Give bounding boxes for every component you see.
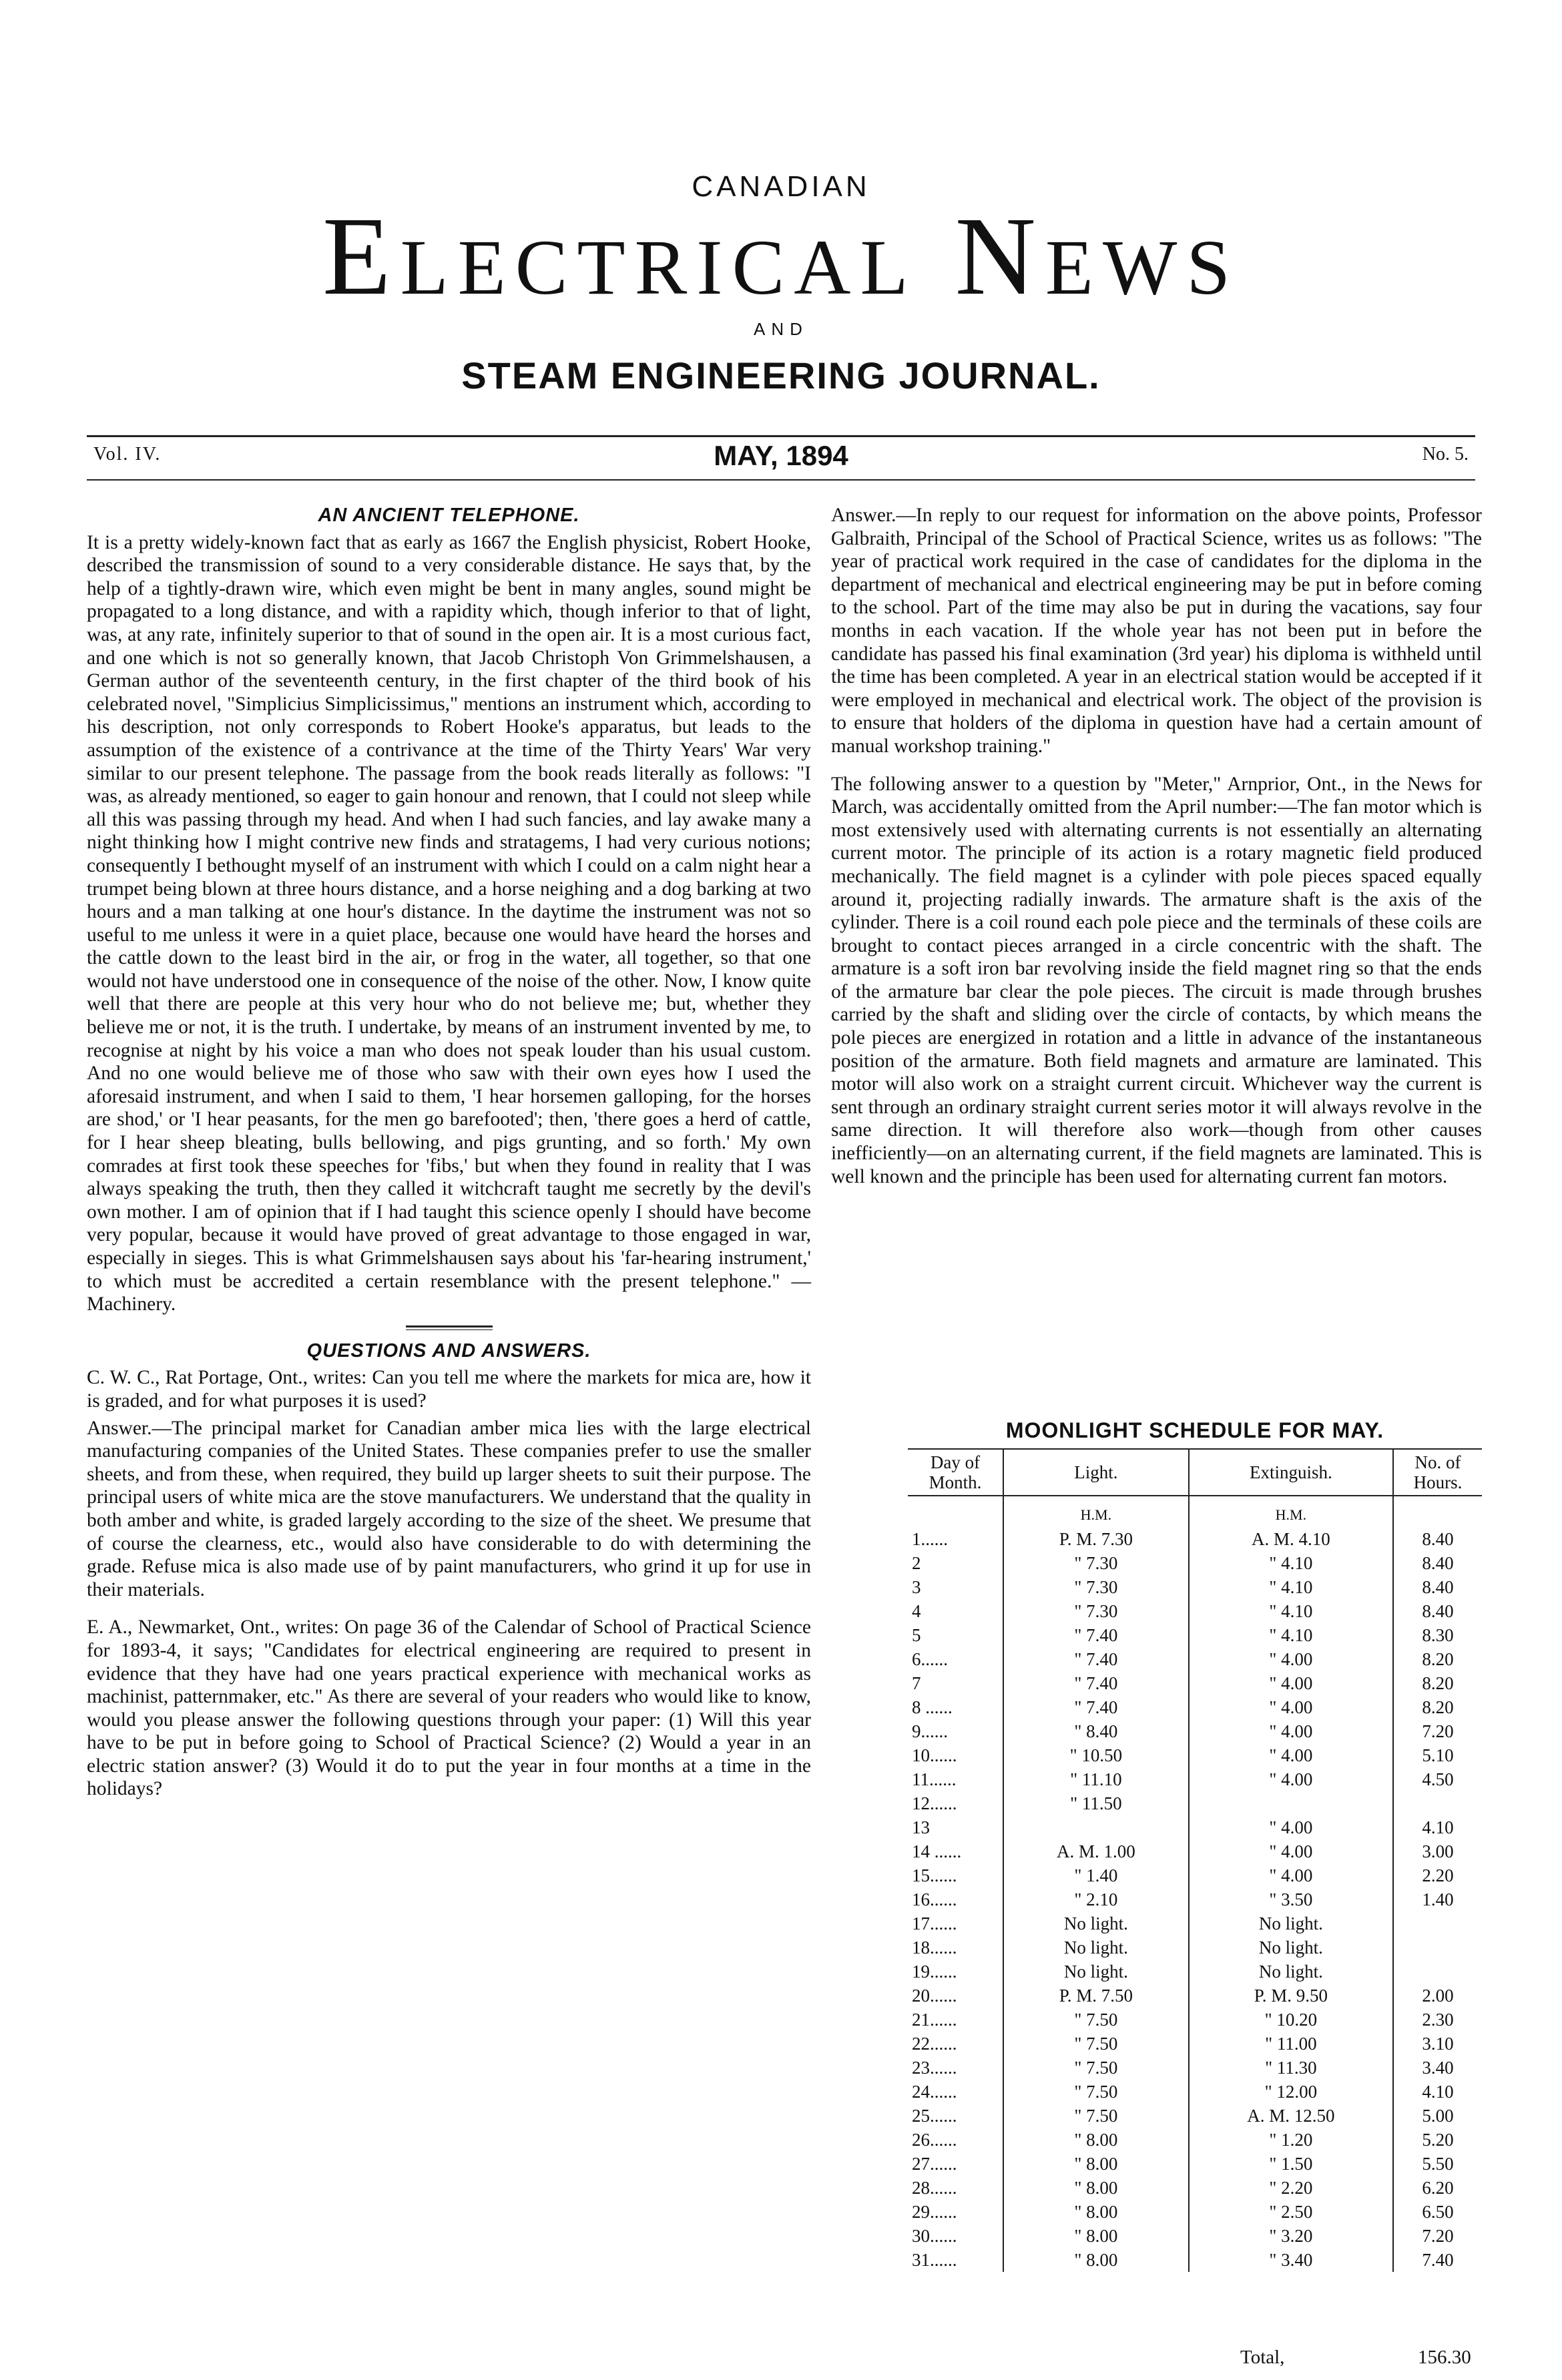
table-row <box>908 2128 1482 2152</box>
table-cell: 3.00 <box>1393 1839 1482 1863</box>
table-cell <box>1003 1815 1189 1839</box>
table-row <box>908 1984 1482 2008</box>
left-column <box>87 504 811 1801</box>
table-cell: 8.20 <box>1393 1647 1482 1671</box>
table-cell: " 7.50 <box>1003 2008 1189 2032</box>
table-row <box>908 1815 1482 1839</box>
table-row <box>908 2224 1482 2248</box>
table-cell: " 8.40 <box>1003 1719 1189 1743</box>
table-cell: " 8.00 <box>1003 2152 1189 2176</box>
table-cell: " 4.00 <box>1189 1863 1393 1887</box>
table-row <box>908 1767 1482 1791</box>
masthead-rule-bottom <box>87 479 1475 481</box>
table-cell: 9...... <box>912 1721 948 1741</box>
table-cell: " 8.00 <box>1003 2200 1189 2224</box>
table-cell: 23...... <box>912 2057 957 2078</box>
table-cell: A. M. 12.50 <box>1189 2104 1393 2128</box>
table-cell: No light. <box>1003 1960 1189 1984</box>
table-cell: 22...... <box>912 2033 957 2054</box>
table-cell: 24...... <box>912 2081 957 2102</box>
table-cell: 6.20 <box>1393 2176 1482 2200</box>
table-row <box>908 1575 1482 1599</box>
table-cell: 26...... <box>912 2129 957 2150</box>
table-cell: 4 <box>912 1600 921 1621</box>
schedule-header: Extinguish. <box>1189 1449 1393 1496</box>
table-cell: 5.50 <box>1393 2152 1482 2176</box>
table-row <box>908 1936 1482 1960</box>
table-row <box>908 1551 1482 1575</box>
table-cell: 10...... <box>912 1745 957 1765</box>
issue-date: MAY, 1894 <box>714 440 848 471</box>
table-cell: 3.10 <box>1393 2032 1482 2056</box>
table-cell: No light. <box>1003 1911 1189 1936</box>
table-row <box>908 1719 1482 1743</box>
schedule-table <box>908 1448 1482 2272</box>
table-row <box>908 2056 1482 2080</box>
table-cell: 2.20 <box>1393 1863 1482 1887</box>
table-cell: " 4.00 <box>1189 1815 1393 1839</box>
table-cell: 20...... <box>912 1985 957 2006</box>
table-row <box>908 1623 1482 1647</box>
table-cell: " 4.00 <box>1189 1719 1393 1743</box>
table-cell: " 1.40 <box>1003 1863 1189 1887</box>
table-cell: 8.20 <box>1393 1695 1482 1719</box>
schedule-unit <box>908 1496 1003 1527</box>
table-cell <box>1189 1791 1393 1815</box>
table-cell: 8.40 <box>1393 1575 1482 1599</box>
table-cell <box>1393 1960 1482 1984</box>
table-cell: No light. <box>1003 1936 1189 1960</box>
table-cell: " 4.10 <box>1189 1623 1393 1647</box>
table-cell: 21...... <box>912 2009 957 2030</box>
table-cell: " 8.00 <box>1003 2176 1189 2200</box>
table-cell: 8.40 <box>1393 1551 1482 1575</box>
table-cell: " 7.40 <box>1003 1623 1189 1647</box>
schedule-header: No. of Hours. <box>1393 1449 1482 1496</box>
table-cell: " 7.40 <box>1003 1695 1189 1719</box>
table-cell: No light. <box>1189 1960 1393 1984</box>
answer-school: Answer.—In reply to our request for information on the above points, Professor Galbraith, Principal of the School of Practical Science, writes us as follows: "The year of practical work required in the case of candidates for the diploma in the department of mechanical and electrical engineering may be put in before coming to the school. Part of the time may also be put in during the vacations, say four months in each vacation. If the whole year has not been put in before the candidate has passed his final examination (3rd year) his diploma is withheld until the time has been completed. A year in an electrical station would be accepted if it were employed in mechanical and electrical work. The object of the provision is to ensure that holders of the diploma in question have had a certain amount of manual workshop training." <box>831 505 1482 757</box>
table-cell: 2 <box>912 1552 921 1573</box>
table-cell: 4.10 <box>1393 1815 1482 1839</box>
table-cell: 16...... <box>912 1889 957 1909</box>
table-cell: A. M. 1.00 <box>1003 1839 1189 1863</box>
table-cell: 8 ...... <box>912 1697 953 1717</box>
section-divider <box>406 1325 493 1330</box>
table-row <box>908 2080 1482 2104</box>
table-cell: " 4.00 <box>1189 1743 1393 1767</box>
table-cell: 3.40 <box>1393 2056 1482 2080</box>
table-cell: 28...... <box>912 2177 957 2198</box>
table-cell: 18...... <box>912 1937 957 1958</box>
table-cell: No light. <box>1189 1911 1393 1936</box>
table-cell: 15...... <box>912 1865 957 1885</box>
table-cell: 7.20 <box>1393 2224 1482 2248</box>
answer-mica: Answer.—The principal market for Canadian amber mica lies with the large electrical manufacturing companies of the United States. These companies prefer to use the smaller sheets, and from these, when required, they build up larger sheets to suit their purpose. The principal users of white mica are the stove manufacturers. We understand that the quality in both amber and white, is graded largely according to the size of the sheet. We presume that of course the clearness, etc., would also have considerable to do with determining the grade. Refuse mica is also made use of by paint manufacturers, who grind it up for use in their materials. <box>87 1417 811 1600</box>
question-school: E. A., Newmarket, Ont., writes: On page 36 of the Calendar of School of Practical Science for 1893-4, it says; "Candidates for electrical engineering are required to present in evidence that they have had one years practical experience with mechanical works as machinist, patternmaker, etc." As there are several of your readers who would like to know, would you please answer the following questions through your paper: (1) Will this year have to be put in before going to School of Practical Science? (2) Would a year in an electric station answer? (3) Would it do to put the year in four months at a time in the holidays? <box>87 1616 811 1800</box>
table-cell: " 11.00 <box>1189 2032 1393 2056</box>
issue-number: No. 5. <box>1422 444 1469 465</box>
table-cell: " 11.30 <box>1189 2056 1393 2080</box>
table-cell: 25...... <box>912 2105 957 2126</box>
table-cell: " 7.50 <box>1003 2080 1189 2104</box>
table-cell: 3 <box>912 1576 921 1597</box>
schedule-body <box>908 1496 1482 2272</box>
table-cell: 14 ...... <box>912 1841 962 1861</box>
table-cell: " 8.00 <box>1003 2128 1189 2152</box>
table-cell: No light. <box>1189 1936 1393 1960</box>
schedule-header: Light. <box>1003 1449 1189 1496</box>
table-cell: " 4.00 <box>1189 1671 1393 1695</box>
table-row <box>908 1791 1482 1815</box>
table-cell: " 11.10 <box>1003 1767 1189 1791</box>
table-cell: " 4.00 <box>1189 1767 1393 1791</box>
table-cell: " 1.20 <box>1189 2128 1393 2152</box>
answer-meter: The following answer to a question by "Meter," Arnprior, Ont., in the News for March, was accidentally omitted from the April number:—The fan motor which is most extensively used with alternating currents is not essentially an alternating current motor. The principle of its action is a rotary magnetic field produced mechanically. The field magnet is a cylinder with pole pieces spaced equally around it, projecting radially inwards. The armature shaft is the axis of the cylinder. There is a coil round each pole piece and the terminals of these coils are brought to contact pieces arranged in a circle concentric with the shaft. The armature is a soft iron bar revolving inside the field magnet ring so that the ends of the armature bar clear the pole pieces. The circuit is made through brushes carried by the shaft and sliding over the circle of contacts, by which means the pole pieces are energized in rotation and a little in advance of the instantaneous position of the armature. Both field magnets and armature are laminated. This motor will also work on a straight current circuit. Whichever way the current is sent through an ordinary straight current series motor it will always revolve in the same direction. It will therefore also work—though from other causes inefficiently—on an alternating current, if the field magnets are laminated. This is well known and the principle has been used for alternating current fan motors. <box>831 773 1482 1187</box>
masthead-top: CANADIAN <box>692 170 870 203</box>
table-cell: 30...... <box>912 2225 957 2246</box>
moonlight-schedule <box>908 1418 1482 2272</box>
table-cell <box>1393 1911 1482 1936</box>
table-cell: " 7.40 <box>1003 1647 1189 1671</box>
issue-volume: Vol. IV. <box>93 444 162 465</box>
table-row <box>908 1671 1482 1695</box>
table-cell: " 7.30 <box>1003 1575 1189 1599</box>
table-cell: " 2.50 <box>1189 2200 1393 2224</box>
table-row <box>908 1887 1482 1911</box>
schedule-title: MOONLIGHT SCHEDULE FOR MAY. <box>1005 1418 1384 1442</box>
table-cell: " 4.00 <box>1189 1695 1393 1719</box>
table-cell: " 4.10 <box>1189 1599 1393 1623</box>
issue-line <box>87 437 1475 477</box>
table-cell: " 8.00 <box>1003 2248 1189 2272</box>
table-cell: " 7.50 <box>1003 2056 1189 2080</box>
table-cell: 27...... <box>912 2153 957 2174</box>
table-cell: 8.40 <box>1393 1527 1482 1551</box>
table-cell: " 3.50 <box>1189 1887 1393 1911</box>
table-cell: 5.20 <box>1393 2128 1482 2152</box>
table-row <box>908 1695 1482 1719</box>
table-cell: " 3.40 <box>1189 2248 1393 2272</box>
masthead-subtitle: STEAM ENGINEERING JOURNAL. <box>461 354 1101 396</box>
table-row <box>908 1960 1482 1984</box>
table-cell: 8.40 <box>1393 1599 1482 1623</box>
table-row <box>908 2200 1482 2224</box>
table-cell: A. M. 4.10 <box>1189 1527 1393 1551</box>
question-mica: C. W. C., Rat Portage, Ont., writes: Can you tell me where the markets for mica are, how it is graded, and for what purposes it is used? <box>87 1367 811 1412</box>
table-cell: " 10.50 <box>1003 1743 1189 1767</box>
right-column <box>831 504 1482 1188</box>
table-row <box>908 1839 1482 1863</box>
total-value: 156.30 <box>1418 2347 1471 2368</box>
table-cell: " 2.20 <box>1189 2176 1393 2200</box>
article-body-telephone: It is a pretty widely-known fact that as early as 1667 the English physicist, Robert Hooke, described the transmission of sound to a very considerable distance. He says that, by the help of a tightly-drawn wire, which even might be bent in many angles, sound might be propagated to a long distance, and with a rapidity which, though inferior to that of light, was, at any rate, infinitely superior to that of sound in the open air. It is a most curious fact, and one which is not so generally known, that Jacob Christoph Von Grimmelshausen, a German author of the seventeenth century, in the first chapter of the third book of his celebrated novel, "Simplicius Simplicissimus," mentions an instrument which, according to his description, not only corresponds to Robert Hooke's apparatus, but leads to the assumption of the existence of a contrivance at the time of the Thirty Years' War very similar to our present telephone. The passage from the book reads literally as follows: "I was, as already mentioned, so eager to gain honour and renown, that I could not sleep while all this was passing through my head. And when I had such fancies, and lay awake many a night thinking how I might contrive new finds and stratagems, I had very curious notions; consequently I bethought myself of an instrument with which I could on a calm night hear a trumpet being blown at three hours distance, and a horse neighing and a dog barking at two hours and a man talking at one hour's distance. In the daytime the instrument was not so useful to me unless it were in a quiet place, because one would have heard the horses and the cattle down to the least bird in the air, or frog in the water, all together, so that one would not have understood one in consequence of the noise of the other. Now, I know quite well that there are people at this very hour who do not believe me; but, whether they believe me or not, it is the truth. I undertake, by means of an instrument invented by me, to recognise at night by his voice a man who does not speak louder than his usual custom. And no one would believe me of those who saw with their own eyes how I used the aforesaid instrument, and when I said to them, 'I hear horsemen galloping, for the horses are shod,' or 'I hear peasants, for the men go barefooted'; then, 'there goes a herd of cattle, for I hear sheep bleating, bulls bellowing, and pigs grunting, and so forth.' My own comrades at first took these speeches for 'fibs,' but when they found in reality that I was always speaking the truth, then they called it witchcraft taught me secretly by the devil's own mother. I am of opinion that if I had taught this science openly I should have become very popular, because it would have proved of great advantage to those engaged in war, especially in sieges. This is what Grimmelshausen says about his 'far-hearing instrument,' to which must be accredited a certain resemblance with the present telephone." —Machinery. <box>87 531 811 1315</box>
table-cell: " 4.00 <box>1189 1647 1393 1671</box>
table-cell: 4.50 <box>1393 1767 1482 1791</box>
table-cell: " 10.20 <box>1189 2008 1393 2032</box>
table-cell: " 7.40 <box>1003 1671 1189 1695</box>
table-cell: " 12.00 <box>1189 2080 1393 2104</box>
table-cell: 29...... <box>912 2201 957 2222</box>
table-cell: 17...... <box>912 1913 957 1933</box>
table-cell: 5 <box>912 1624 921 1645</box>
table-cell: " 7.30 <box>1003 1551 1189 1575</box>
schedule-unit <box>1393 1496 1482 1527</box>
table-row <box>908 2176 1482 2200</box>
total-label: Total, <box>1240 2347 1285 2368</box>
schedule-unit: H.M. <box>1003 1496 1189 1527</box>
schedule-header: Day of Month. <box>908 1449 1003 1496</box>
table-cell: 11...... <box>912 1769 957 1789</box>
table-cell: " 3.20 <box>1189 2224 1393 2248</box>
table-cell: 1...... <box>912 1528 948 1549</box>
table-row <box>908 2008 1482 2032</box>
table-cell: 8.20 <box>1393 1671 1482 1695</box>
table-cell: " 4.10 <box>1189 1575 1393 1599</box>
table-cell: 7 <box>912 1673 921 1693</box>
table-cell: " 7.30 <box>1003 1599 1189 1623</box>
table-cell: P. M. 9.50 <box>1189 1984 1393 2008</box>
table-row <box>908 1527 1482 1551</box>
table-cell: 19...... <box>912 1961 957 1982</box>
masthead-title: Electrical News <box>322 194 1240 318</box>
table-row <box>908 1647 1482 1671</box>
table-cell: 8.30 <box>1393 1623 1482 1647</box>
table-cell <box>1393 1936 1482 1960</box>
table-cell: 7.40 <box>1393 2248 1482 2272</box>
table-cell: " 2.10 <box>1003 1887 1189 1911</box>
table-cell: 13 <box>912 1817 930 1837</box>
table-cell: 6.50 <box>1393 2200 1482 2224</box>
schedule-units-row <box>908 1496 1482 1527</box>
table-cell: P. M. 7.50 <box>1003 1984 1189 2008</box>
table-cell: 2.00 <box>1393 1984 1482 2008</box>
table-cell: 2.30 <box>1393 2008 1482 2032</box>
table-cell: " 4.00 <box>1189 1839 1393 1863</box>
table-cell: 1.40 <box>1393 1887 1482 1911</box>
table-row <box>908 2032 1482 2056</box>
article-heading-qa: QUESTIONS AND ANSWERS. <box>306 1340 591 1362</box>
table-cell: " 11.50 <box>1003 1791 1189 1815</box>
table-row <box>908 2104 1482 2128</box>
masthead-and: AND <box>754 319 808 339</box>
table-cell <box>1393 1791 1482 1815</box>
table-cell: " 7.50 <box>1003 2032 1189 2056</box>
table-cell: 4.10 <box>1393 2080 1482 2104</box>
table-cell: " 8.00 <box>1003 2224 1189 2248</box>
table-row <box>908 2248 1482 2272</box>
table-cell: P. M. 7.30 <box>1003 1527 1189 1551</box>
table-cell: " 7.50 <box>1003 2104 1189 2128</box>
table-cell: 7.20 <box>1393 1719 1482 1743</box>
article-heading-telephone: AN ANCIENT TELEPHONE. <box>318 505 580 526</box>
table-cell: " 4.10 <box>1189 1551 1393 1575</box>
schedule-unit: H.M. <box>1189 1496 1393 1527</box>
table-cell: 5.10 <box>1393 1743 1482 1767</box>
table-cell: 5.00 <box>1393 2104 1482 2128</box>
table-row <box>908 2152 1482 2176</box>
table-cell: 6...... <box>912 1649 948 1669</box>
table-row <box>908 1743 1482 1767</box>
table-row <box>908 1863 1482 1887</box>
table-cell: 31...... <box>912 2249 957 2270</box>
table-row <box>908 1599 1482 1623</box>
table-cell: " 1.50 <box>1189 2152 1393 2176</box>
table-cell: 12...... <box>912 1793 957 1813</box>
table-row <box>908 1911 1482 1936</box>
